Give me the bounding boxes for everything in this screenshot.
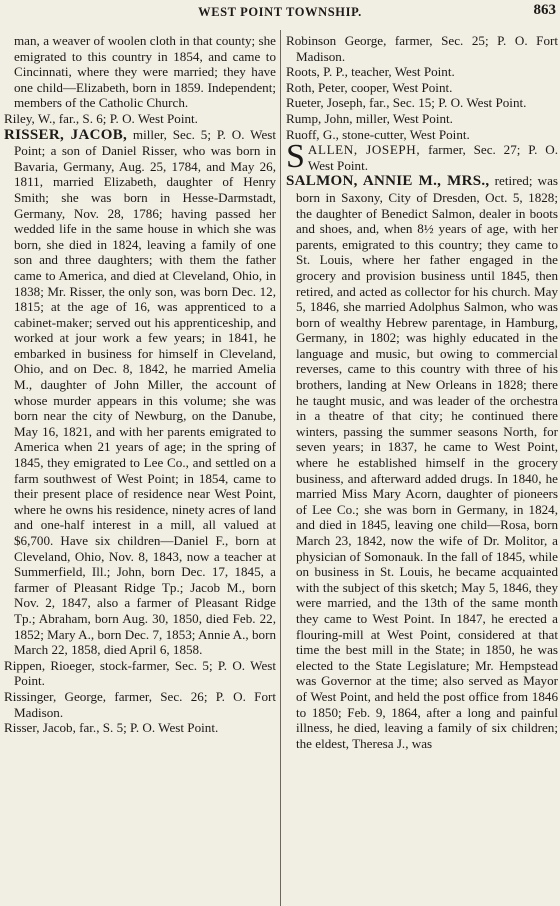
biography-name: RISSER, JACOB, (4, 126, 128, 143)
biography-text: retired; was born in Saxony, City of Dresden, Oct. 5, 1828; the daughter of Benedict Salmon, dealer in boots and shoes, and, when 8½ years of age, with her parents, emigrated to this country; they came to St. Louis, where her father engaged in the grocery and provision business until 1845, then retired, and acted as collector for his church. May 5, 1846, she married Adolphus Salmon, who was born of wealthy Hebrew parentage, in Hamburg, Germany, in 1802; was highly educated in the language and music, but owing to commercial reverses, came to this country with three of his brothers, landing at New Orleans in 1828; there he taught music, and was leader of the orchestra in a theatre of that city; he continued there winters, passing the summer seasons North, for seven years; in 1837, he came to West Point, where he established himself in the grocery business, and afterward added drugs. In 1840, he married Miss Mary Acorn, daughter of pioneers of Lee Co.; she was born in Germany, in 1824, and died in 1845, leaving one child—Rosa, born March 23, 1842, now the wife of Dr. Molitor, a physician of Somonauk. In the fall of 1845, while on business in St. Louis, he became acquainted with the subject of this sketch; May 5, 1846, they were married, and the 13th of the same month they came to West Point. In 1847, he erected a flouring-mill at West Point, considered at that time the best mill in the State; in 1850, he was elected to the State Legislature; Mr. Hempstead was Governor at the time; also served as Mayor of West Point, and held the post office from 1846 to 1850; Feb. 9, 1864, after a long and painful illness, he died, leaving a family of six children; the eldest, Theresa J., was (296, 173, 558, 751)
biography-text: farmer, Sec. 27; P. O. West Point. (307, 142, 558, 173)
directory-entry-rueter: Rueter, Joseph, far., Sec. 15; P. O. West Point. (286, 95, 527, 111)
biography-sallen-joseph (286, 138, 558, 176)
directory-entry-roots: Roots, P. P., teacher, West Point. (286, 64, 455, 80)
directory-entry-roth: Roth, Peter, cooper, West Point. (286, 79, 453, 95)
page-number: 863 (533, 2, 556, 18)
continued-biography: man, a weaver of woolen cloth in that county; she emigrated to this country in 1854, and came to Cincinnati, where they were married; they have one child—Elizabeth, born in 1859. Independent; members of the Catholic Church. (14, 33, 276, 111)
biography-text: miller, Sec. 5; P. O. West Point; a son of Daniel Risser, who was born in Bavaria, Germany, Aug. 25, 1784, and May 26, 1811, married Elizabeth, daughter of Henry Smith; she was born in Hesse-Darmstadt, Germany, Nov. 28, 1786; having passed her wedded life in the same house in which she was born, she died in 1824, leaving a family of one son and three daughters; with them the father came to America, and died at Cleveland, Ohio, in 1838; Mr. Risser, the only son, was born Dec. 12, 1815; at the age of 16, was apprenticed to a cabinet-maker; served out his apprenticeship, and worked at jour work a few years; in 1841, he embarked in business for himself in Cleveland, Ohio, and on Dec. 8, 1842, he married Amelia M., daughter of John Miller, the account of whose murder appears in this volume; she was born near the city of Newburg, on the Danube, May 16, 1821, and with her parents emigrated to America when 21 years of age; in the spring of 1845, they emigrated to Lee Co., and settled on a farm southwest of West Point; in 1854, came to their present place of residence near West Point, where he owns his residence, ninety acres of land and one-half interest in a mill, all valued at $6,700. Have six children—Daniel F., born at Cleveland, Ohio, Nov. 8, 1843, now a teacher at Summerfield, Ill.; John, born Dec. 17, 1845, a farmer of Pleasant Ridge Tp.; Jacob M., born Nov. 2, 1847, also a farmer of Pleasant Ridge Tp.; Abraham, born Aug. 30, 1850, died Feb. 22, 1852; Mary A., born Dec. 7, 1853; Annie A., born March 22, 1858, died April 6, 1858. (14, 126, 276, 658)
biography-salmon-annie (286, 173, 558, 751)
directory-entry-rump: Rump, John, miller, West Point. (286, 110, 453, 126)
directory-entry-riley: Riley, W., far., S. 6; P. O. West Point. (4, 110, 198, 126)
directory-entry-robinson: Robinson George, farmer, Sec. 25; P. O. Fort Madison. (286, 33, 558, 64)
biography-name: SALMON, ANNIE M., MRS., (286, 173, 490, 190)
left-column (4, 33, 276, 906)
directory-entry-risser: Risser, Jacob, far., S. 5; P. O. West Point. (4, 720, 219, 736)
biography-risser-jacob (4, 127, 276, 658)
directory-entry-rissinger: Rissinger, George, farmer, Sec. 26; P. O. Fort Madison. (4, 688, 276, 720)
page-header (0, 0, 560, 24)
directory-entry-ruoff: Ruoff, G., stone-cutter, West Point. (286, 126, 470, 142)
right-column (286, 33, 558, 906)
drop-cap-letter: S (286, 138, 305, 176)
directory-entry-rippen: Rippen, Rioeger, stock-farmer, Sec. 5; P. O. West Point. (4, 657, 276, 689)
biography-name: ALLEN, JOSEPH, (307, 142, 421, 158)
running-head-title: WEST POINT TOWNSHIP. (198, 5, 362, 19)
column-divider (280, 30, 281, 906)
